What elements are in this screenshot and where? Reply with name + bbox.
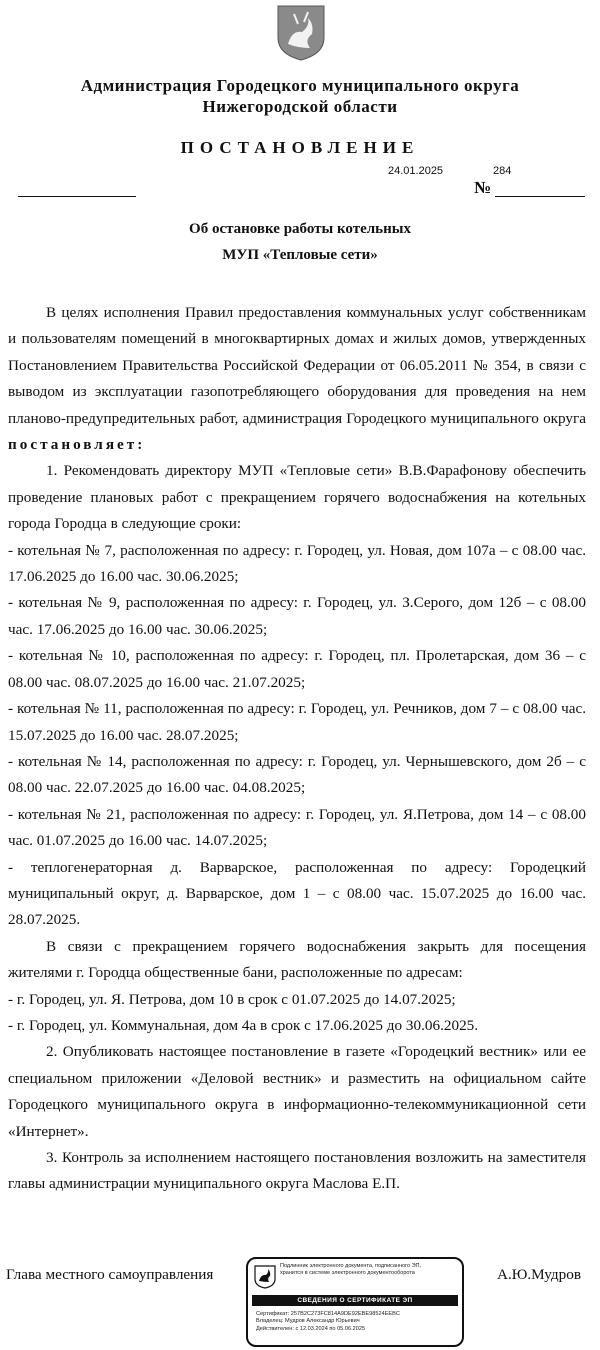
boiler-list-item: - котельная № 11, расположенная по адресу: г. Городец, ул. Речников, дом 7 – с 08.00 час. 15.07.2025 до 16.00 час. 28.07.2025; xyxy=(8,700,586,744)
document-body xyxy=(8,300,586,1198)
stamp-note xyxy=(280,1263,456,1277)
decree-word: постановляет: xyxy=(8,436,146,454)
stamp-title: СВЕДЕНИЯ О СЕРТИФИКАТЕ ЭП xyxy=(252,1295,458,1306)
bath-list-item: - г. Городец, ул. Коммунальная, дом 4а в срок с 17.06.2025 до 30.06.2025. xyxy=(8,1016,479,1034)
document-date: 24.01.2025 xyxy=(388,165,444,177)
document-number: 284 xyxy=(493,165,512,177)
item-1-paragraph: 1. Рекомендовать директору МУП «Тепловые сети» В.В.Фарафонову обеспечить проведение плановых работ с прекращением горячего водоснабжения на котельных города Городца в следующие сроки: xyxy=(8,462,586,533)
date-underline xyxy=(18,196,136,197)
number-underline xyxy=(495,196,585,197)
organization-name-line1: Администрация Городецкого муниципального округа xyxy=(80,76,520,95)
signatory-name: А.Ю.Мудров xyxy=(497,1266,582,1283)
bath-list-item: - г. Городец, ул. Я. Петрова, дом 10 в срок с 01.07.2025 до 14.07.2025; xyxy=(8,990,456,1008)
item-2-paragraph: 2. Опубликовать настоящее постановление в газете «Городецкий вестник» или ее специальном приложении «Деловой вестник» и разместить на официальном сайте Городецкого муниципального округа в информационно-телекоммуникационной сети «Интернет». xyxy=(8,1043,586,1140)
boiler-list-item: - котельная № 10, расположенная по адресу: г. Городец, пл. Пролетарская, дом 36 – с 08.00 час. 08.07.2025 до 16.00 час. 21.07.2025; xyxy=(8,647,586,691)
region-crest-icon xyxy=(254,1265,276,1289)
subject-line1: Об остановке работы котельных xyxy=(189,221,411,237)
subject-line2: МУП «Тепловые сети» xyxy=(222,247,378,263)
boiler-list-item: - котельная № 7, расположенная по адресу: г. Городец, ул. Новая, дом 107а – с 08.00 час. 17.06.2025 до 16.00 час. 30.06.2025; xyxy=(8,541,586,586)
preamble-text: В целях исполнения Правил предоставления коммунальных услуг собственникам и пользователям помещений в многоквартирных домах и жилых домов, утвержденных Постановлением Правительства Российской Федерации от 06.05.2011 № 354, в связи с выводом из эксплуатации газопотребляющего оборудования для проведения на нем планово-предупредительных работ, администрация Городецкого муниципального округа xyxy=(8,304,586,427)
stamp-note-line1: Подлинник электронного документа, подписанного ЭП, xyxy=(280,1263,422,1269)
certificate-serial: Сертификат: 257B2C273FC814A9DE92EBE98524EEBC xyxy=(256,1311,400,1317)
certificate-validity: Действителен: с 12.03.2024 по 05.06.2025 xyxy=(256,1325,366,1332)
boiler-list-item: - котельная № 21, расположенная по адресу: г. Городец, ул. Я.Петрова, дом 14 – с 08.00 час. 01.07.2025 до 16.00 час. 14.07.2025; xyxy=(8,805,586,850)
baths-intro-paragraph: В связи с прекращением горячего водоснабжения закрыть для посещения жителями г. Городца общественные бани, расположенные по адресам: xyxy=(8,937,586,982)
organization-name-line2: Нижегородской области xyxy=(202,97,398,116)
certificate-info xyxy=(256,1311,460,1333)
number-sign: № xyxy=(474,178,492,197)
signatory-position: Глава местного самоуправления xyxy=(6,1266,214,1283)
stamp-note-line2: хранится в системе электронного документооборота xyxy=(280,1270,415,1276)
boiler-list-item: - котельная № 14, расположенная по адресу: г. Городец, ул. Чернышевского, дом 2б – с 08.00 час. 22.07.2025 до 16.00 час. 04.08.2025; xyxy=(8,752,586,797)
certificate-owner: Владелец: Мудров Александр Юрьевич xyxy=(256,1318,360,1325)
document-type-title: ПОСТАНОВЛЕНИЕ xyxy=(180,138,420,157)
item-3-paragraph: 3. Контроль за исполнением настоящего постановления возложить на заместителя главы администрации муниципального округа Маслова Е.П. xyxy=(8,1149,586,1193)
boiler-list-item: - котельная № 9, расположенная по адресу: г. Городец, ул. З.Серого, дом 12б – с 08.00 час. 17.06.2025 до 16.00 час. 30.06.2025; xyxy=(8,594,586,638)
preamble-paragraph xyxy=(8,300,586,458)
boiler-list-item: - теплогенераторная д. Варварское, расположенная по адресу: Городецкий муниципальный округ, д. Варварское, дом 1 – с 08.00 час. 15.07.2025 до 16.00 час. 28.07.2025. xyxy=(8,858,586,929)
electronic-signature-stamp xyxy=(246,1257,464,1347)
coat-of-arms-icon xyxy=(274,4,328,62)
